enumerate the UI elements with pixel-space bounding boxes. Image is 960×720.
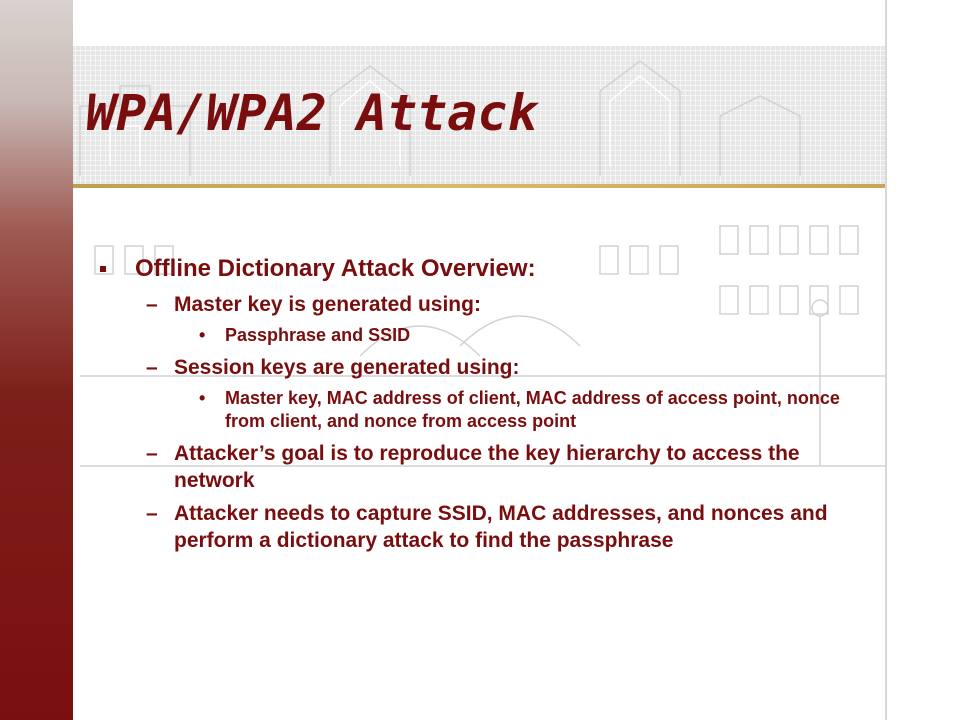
dash-icon: – [146,293,158,316]
sub-bullet [100,291,875,318]
sub-bullet-text: Session keys are generated using: [174,356,520,379]
header-divider [0,184,886,188]
square-bullet-icon [100,266,106,272]
dot-icon: • [199,388,206,408]
dash-icon: – [146,356,158,379]
dash-icon: – [146,442,158,465]
sub-sub-bullet-text: Master key, MAC address of client, MAC address of access point, nonce from client, and nonce from access point [225,388,840,431]
slide-title: WPA/WPA2 Attack [86,84,538,142]
right-edge-line [885,0,887,720]
sub-bullet [100,354,875,381]
left-accent-bar [0,0,73,720]
sub-bullet-text: Attacker’s goal is to reproduce the key hierarchy to access the network [174,442,800,492]
sub-bullet-text: Attacker needs to capture SSID, MAC addresses, and nonces and perform a dictionary attack to find the passphrase [174,502,828,552]
sub-sub-bullet-text: Passphrase and SSID [225,325,411,345]
sub-sub-bullet [100,387,875,433]
dash-icon: – [146,502,158,525]
dot-icon: • [199,325,206,345]
slide-content [100,253,875,560]
sub-bullet [100,440,875,494]
main-bullet [100,253,875,285]
sub-bullet [100,500,875,554]
sub-sub-bullet [100,324,875,347]
sub-bullet-text: Master key is generated using: [174,293,481,316]
main-bullet-text: Offline Dictionary Attack Overview: [135,255,536,282]
